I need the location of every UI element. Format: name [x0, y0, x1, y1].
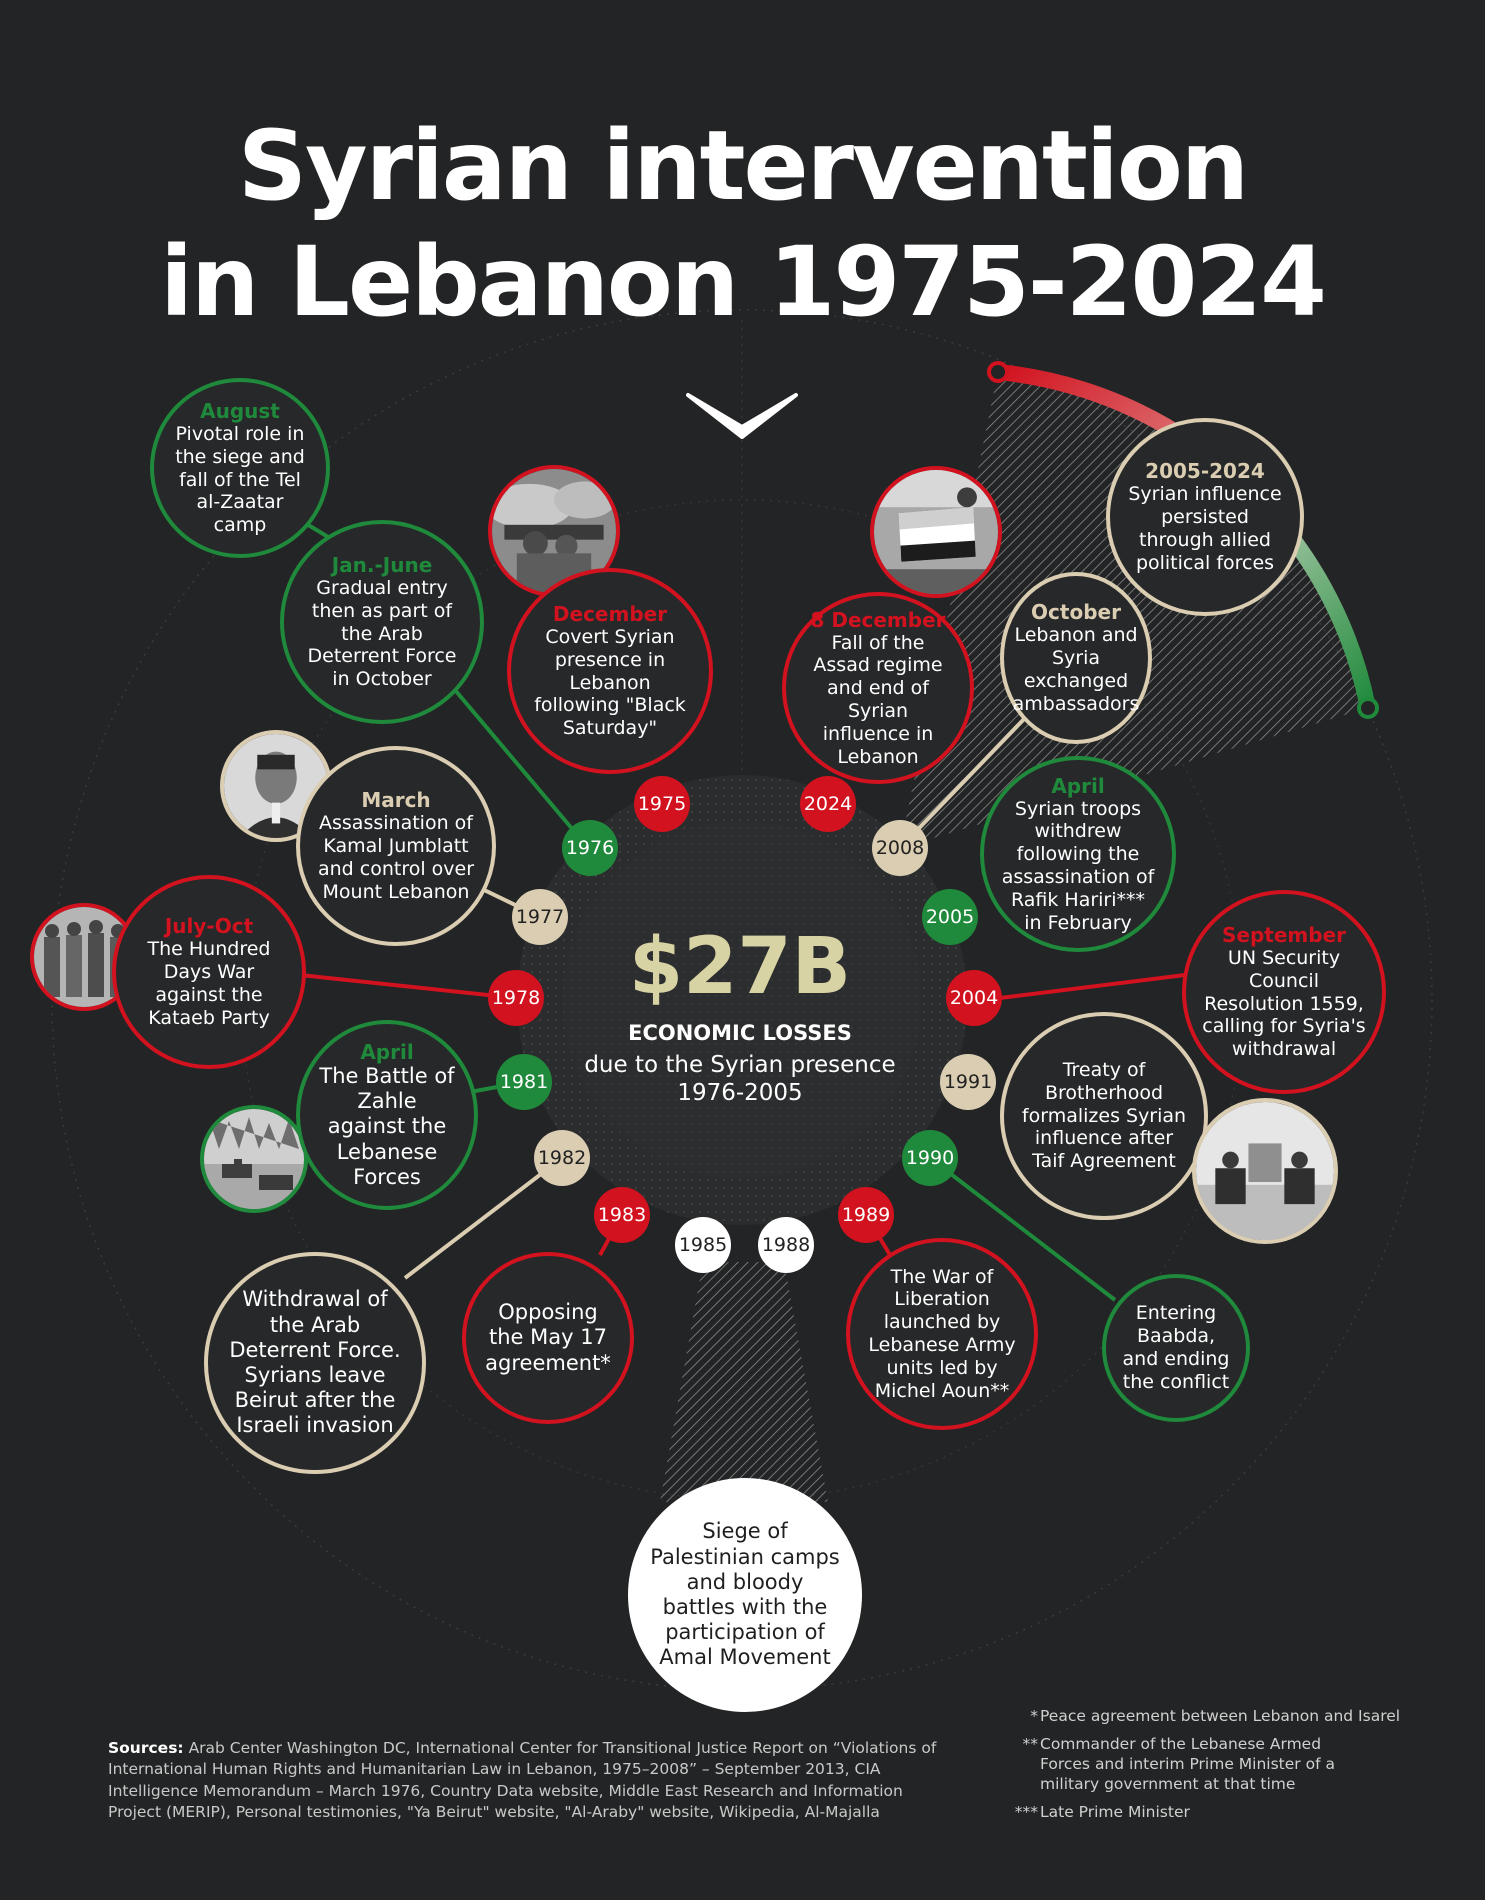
event-siege-1985-1988	[628, 1478, 862, 1712]
event-date: April	[1051, 773, 1105, 798]
event-september-2004	[1182, 890, 1386, 1094]
footnote-1	[1030, 1706, 1420, 1726]
event-text: Opposing the May 17 agreement*	[485, 1300, 611, 1375]
event-text: Syrian troops withdrew following the assassination of Rafik Hariri*** in February	[1001, 797, 1155, 934]
event-august-1976	[150, 378, 330, 558]
event-text: Syrian influence persisted through allied political forces	[1128, 483, 1282, 574]
event-date: 2005-2024	[1145, 459, 1265, 484]
footnote-2-marker: **	[1022, 1735, 1038, 1753]
event-text: UN Security Council Resolution 1559, calling for Syria's withdrawal	[1202, 947, 1366, 1061]
photo-tanks	[200, 1105, 308, 1213]
year-1989: 1989	[838, 1187, 894, 1243]
year-1990: 1990	[902, 1130, 958, 1186]
year-1978: 1978	[488, 970, 544, 1026]
event-date: 8 December	[810, 607, 946, 632]
photo-syrian-flag	[870, 466, 1002, 598]
footnote-3-text: Late Prime Minister	[1040, 1803, 1190, 1821]
year-1988: 1988	[758, 1217, 814, 1273]
hatched-band-1985-1988	[660, 1262, 828, 1502]
footnote-3	[1014, 1802, 1370, 1822]
sources-label: Sources:	[108, 1739, 184, 1757]
economic-losses-amount: $27B	[628, 922, 852, 1012]
event-july-oct-1978	[112, 875, 306, 1069]
event-text: Covert Syrian presence in Lebanon following "Black Saturday"	[534, 626, 686, 740]
footnote-2-text: Commander of the Lebanese Armed Forces and interim Prime Minister of a military government at that time	[1040, 1735, 1335, 1794]
footnote-1-marker: *	[1030, 1707, 1038, 1725]
event-withdrawal-1982	[204, 1252, 426, 1474]
event-text: Treaty of Brotherhood formalizes Syrian influence after Taif Agreement	[1021, 1059, 1187, 1173]
page-title-line-2: in Lebanon 1975-2024	[160, 226, 1325, 338]
footnote-1-text: Peace agreement between Lebanon and Isarel	[1040, 1707, 1401, 1725]
year-2005: 2005	[922, 889, 978, 945]
event-8-december-2024	[782, 592, 974, 784]
year-1983: 1983	[594, 1187, 650, 1243]
event-text: Lebanon and Syria exchanged ambassadors	[1012, 624, 1140, 715]
economic-losses-description: due to the Syrian presence 1976-2005	[584, 1052, 896, 1106]
event-december-1975	[507, 568, 713, 774]
event-april-1981	[296, 1020, 478, 1210]
event-march-1977	[296, 746, 496, 946]
event-date: Jan.-June	[331, 553, 433, 577]
event-date: December	[552, 602, 668, 626]
year-2024: 2024	[800, 776, 856, 832]
economic-losses-label: ECONOMIC LOSSES	[628, 1021, 852, 1045]
year-2004: 2004	[946, 970, 1002, 1026]
event-text: The War of Liberation launched by Lebanese Army units led by Michel Aoun**	[868, 1265, 1016, 1402]
year-2008: 2008	[872, 820, 928, 876]
footnote-3-marker: ***	[1014, 1803, 1038, 1821]
year-1982: 1982	[534, 1130, 590, 1186]
event-date: March	[361, 788, 431, 813]
year-1977: 1977	[512, 889, 568, 945]
event-text: Assassination of Kamal Jumblatt and control over Mount Lebanon	[317, 812, 475, 903]
event-date: August	[200, 399, 280, 423]
event-text: Siege of Palestinian camps and bloody battles with the participation of Amal Movement	[650, 1519, 840, 1670]
footnote-2	[1022, 1734, 1370, 1794]
event-jan-june-1976	[280, 520, 484, 724]
event-date: April	[360, 1040, 414, 1065]
event-october-2008	[1000, 572, 1152, 744]
year-1975: 1975	[634, 776, 690, 832]
event-date: September	[1222, 923, 1346, 947]
event-entering-baabda-1990	[1102, 1274, 1250, 1422]
year-1976: 1976	[562, 820, 618, 876]
event-text: Withdrawal of the Arab Deterrent Force. Syrians leave Beirut after the Israeli invasion	[229, 1287, 401, 1438]
event-date: July-Oct	[164, 914, 254, 939]
event-2005-2024	[1106, 418, 1304, 616]
event-april-2005	[980, 756, 1176, 952]
event-text: The Battle of Zahle against the Lebanese Forces	[319, 1064, 455, 1189]
event-date: October	[1031, 600, 1121, 625]
event-liberation-war-1989	[846, 1238, 1038, 1430]
year-1991: 1991	[940, 1054, 996, 1110]
sources-text	[108, 1738, 938, 1824]
event-text: Pivotal role in the siege and fall of the Tel al-Zaatar camp	[175, 423, 305, 537]
event-text: Entering Baabda, and ending the conflict	[1122, 1302, 1230, 1393]
photo-treaty-meeting	[1192, 1098, 1338, 1244]
event-treaty-1991	[1000, 1012, 1208, 1220]
event-text: Gradual entry then as part of the Arab Deterrent Force in October	[307, 577, 457, 691]
year-1981: 1981	[496, 1054, 552, 1110]
year-1985: 1985	[675, 1217, 731, 1273]
sources-list: Arab Center Washington DC, International Center for Transitional Justice Report on “Violations of International Human Rights and Humanitarian Law in Lebanon, 1975–2008” – September 2013, CIA Intelligence Memorandum – March 1976, Country Data website, Middle East Research and Information Project (MERIP), Personal testimonies, "Ya Beirut" website, "Al-Araby" website, Wikipedia, Al-Majalla	[108, 1739, 937, 1822]
event-may17-1983	[462, 1252, 634, 1424]
event-text: The Hundred Days War against the Kataeb Party	[147, 938, 271, 1029]
event-text: Fall of the Assad regime and end of Syrian influence in Lebanon	[813, 631, 943, 768]
page-title-line-1: Syrian intervention	[237, 110, 1248, 222]
